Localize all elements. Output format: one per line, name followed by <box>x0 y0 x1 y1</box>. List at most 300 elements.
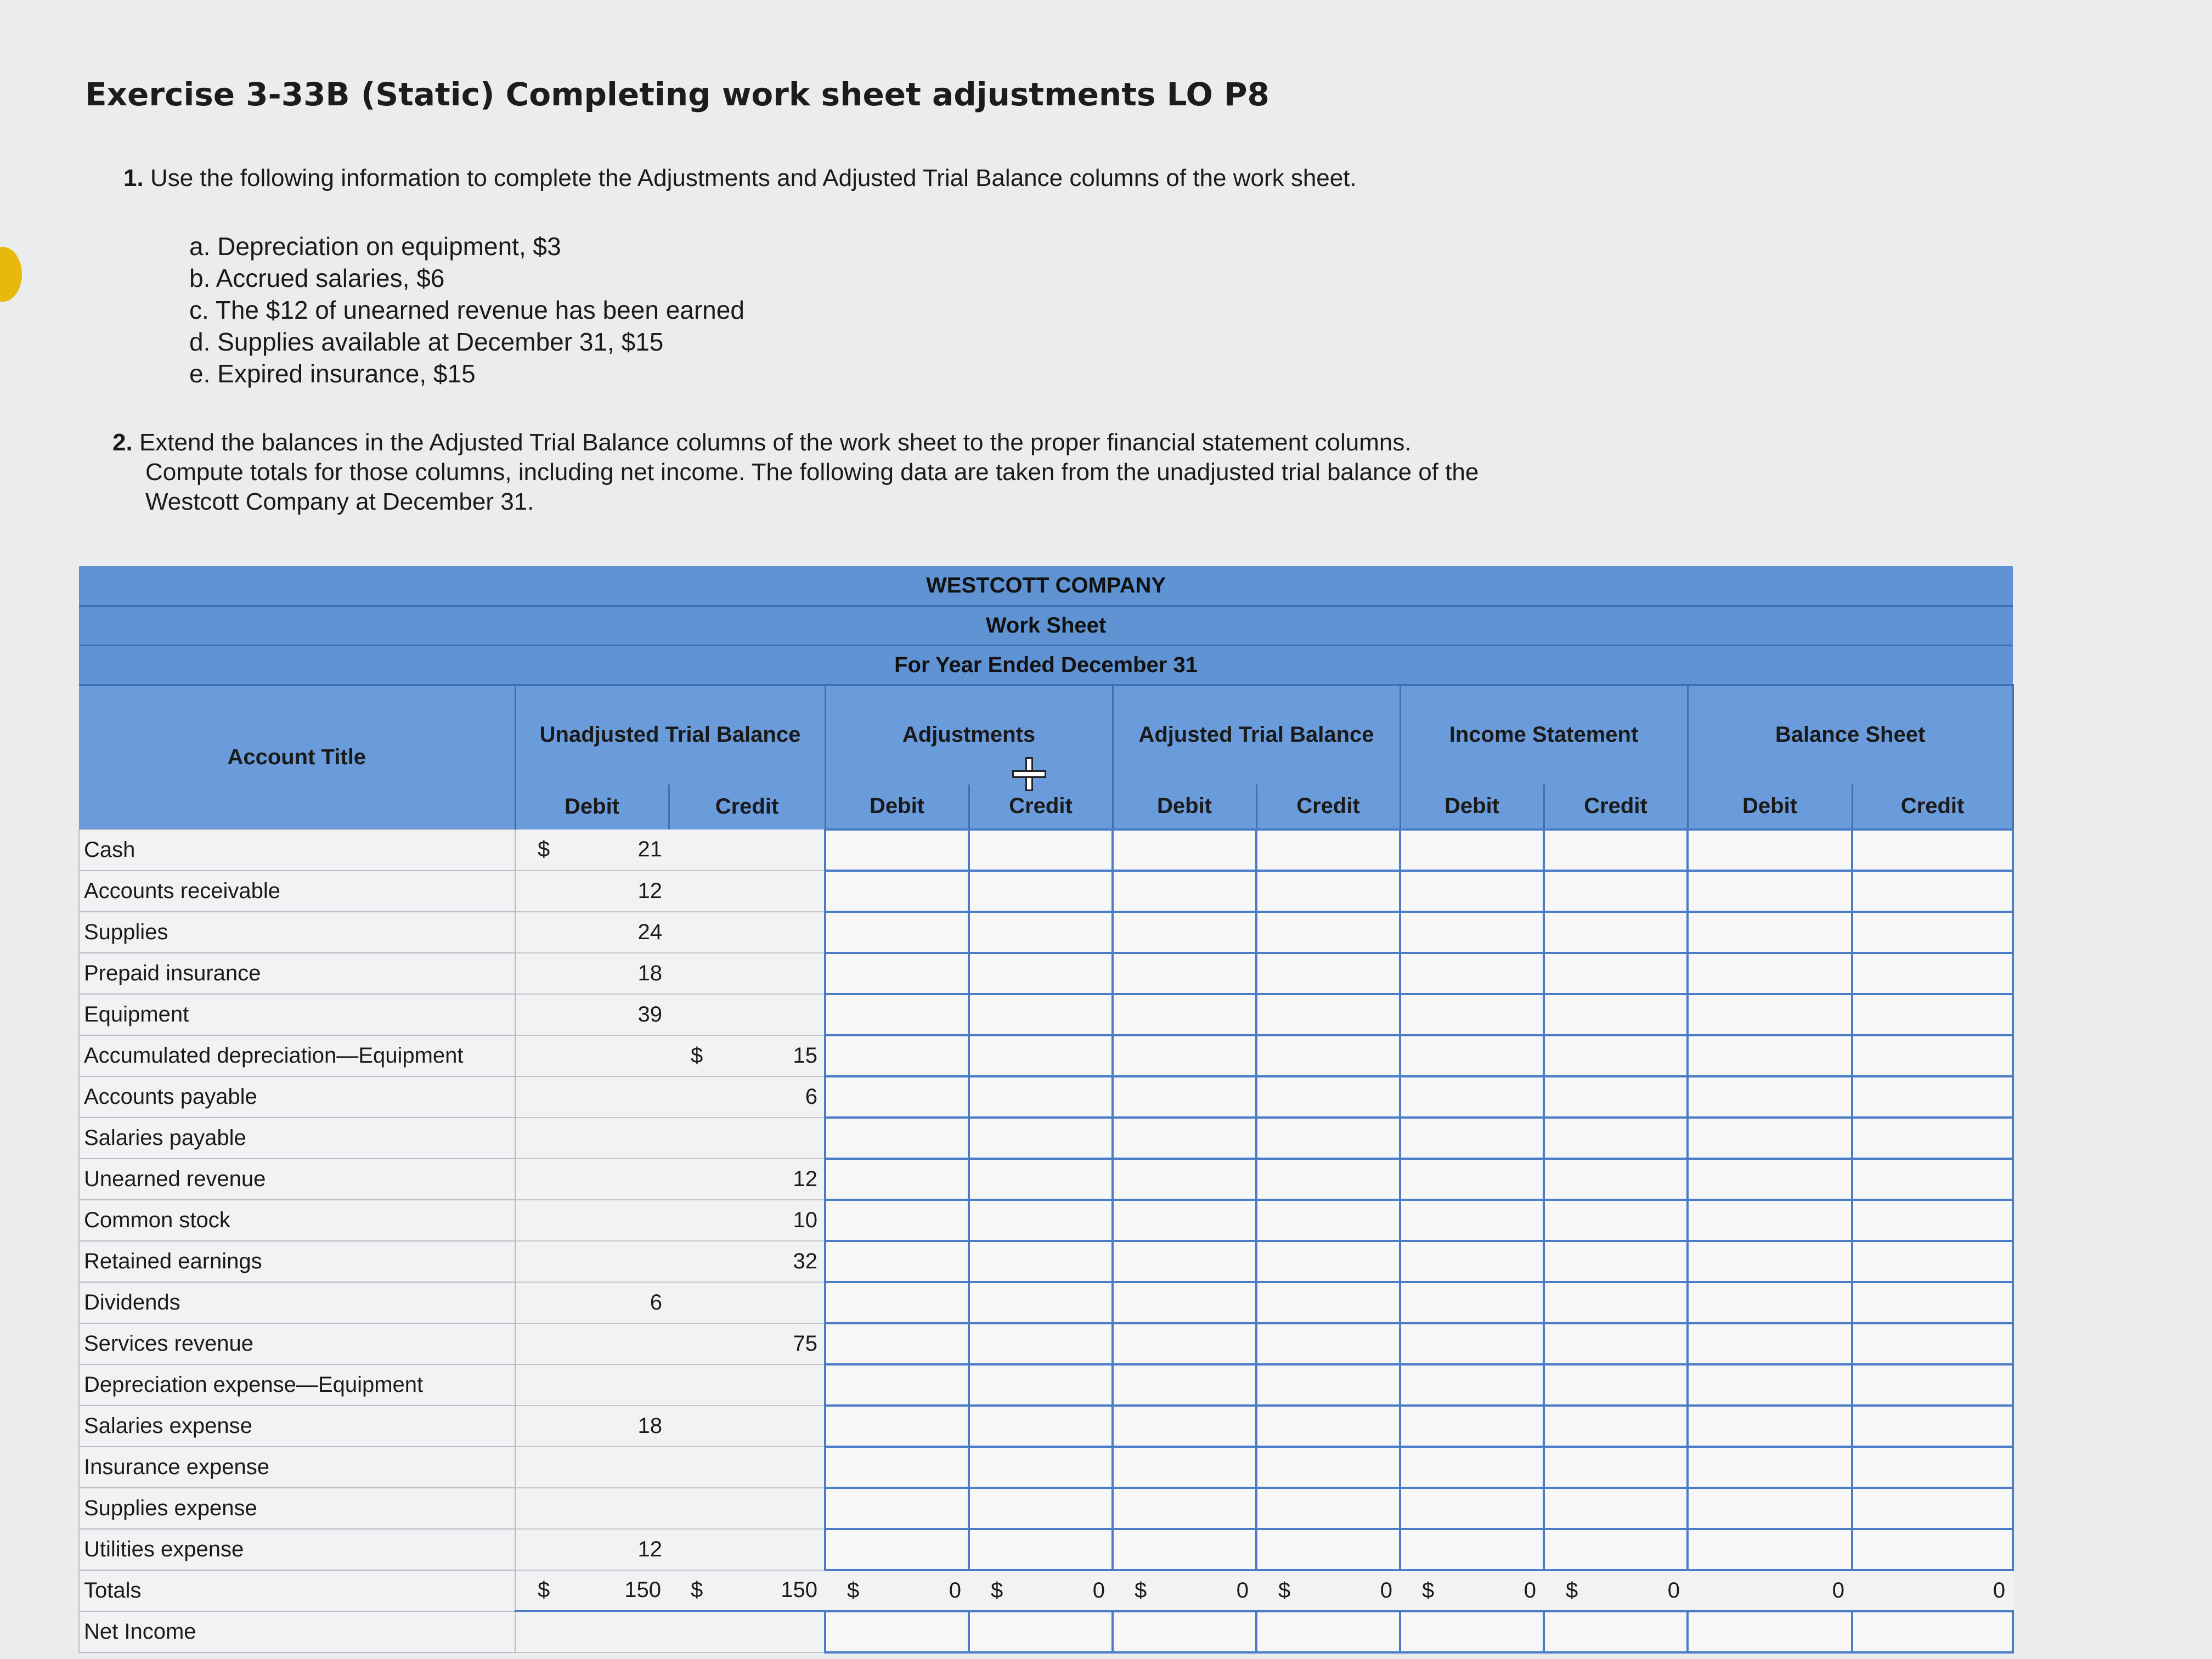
unadjusted-credit <box>669 1076 825 1118</box>
entry-input-atb-debit[interactable] <box>1113 994 1256 1035</box>
unadjusted-debit <box>515 994 669 1035</box>
atb-credit-header: Credit <box>1256 785 1400 830</box>
entry-input-adj-debit[interactable] <box>825 1035 969 1076</box>
account-title: Services revenue <box>79 1323 515 1364</box>
entry-input-bs-debit[interactable] <box>1688 1447 1852 1488</box>
total-is-dr[interactable] <box>1400 1570 1544 1611</box>
entry-input-atb-debit[interactable] <box>1113 912 1256 953</box>
entry-input-bs-debit[interactable] <box>1688 1035 1852 1076</box>
page-title: Exercise 3-33B (Static) Completing work sheet adjustments LO P8 <box>85 76 1269 113</box>
account-title: Cash <box>79 830 515 871</box>
entry-input-bs-debit[interactable] <box>1688 994 1852 1035</box>
table-row <box>79 1282 2013 1323</box>
list-item: a. Depreciation on equipment, $3 <box>189 232 561 261</box>
entry-input-is-debit[interactable] <box>1400 1200 1544 1241</box>
unadjusted-debit <box>515 912 669 953</box>
entry-input-is-credit[interactable] <box>1544 953 1688 994</box>
entry-input-atb-credit[interactable] <box>1256 1323 1400 1364</box>
entry-input-adj-credit[interactable] <box>969 1364 1113 1406</box>
unadjusted-credit <box>669 1282 825 1323</box>
net-income-label: Net Income <box>79 1611 515 1652</box>
entry-input-adj-debit[interactable] <box>825 1406 969 1447</box>
amount: 6 <box>805 1084 817 1109</box>
entry-input-atb-debit[interactable] <box>1113 1364 1256 1406</box>
table-row <box>79 1406 2013 1447</box>
unadjusted-debit <box>515 1118 669 1159</box>
entry-input-atb-credit[interactable] <box>1256 1035 1400 1076</box>
total-amount: 150 <box>781 1578 817 1602</box>
table-row <box>79 1488 2013 1529</box>
entry-input-bs-debit[interactable] <box>1688 1323 1852 1364</box>
entry-input-bs-credit[interactable] <box>1852 1159 2013 1200</box>
account-title: Salaries expense <box>79 1406 515 1447</box>
total-bs-dr[interactable] <box>1688 1570 1852 1611</box>
entry-input-atb-debit[interactable] <box>1113 1159 1256 1200</box>
entry-input-adj-credit[interactable] <box>969 1200 1113 1241</box>
total-amount: 0 <box>1523 1578 1536 1602</box>
unadjusted-debit <box>515 1406 669 1447</box>
entry-input-bs-debit[interactable] <box>1688 1241 1852 1282</box>
entry-input-atb-debit[interactable] <box>1113 1035 1256 1076</box>
entry-input-is-debit[interactable] <box>1400 994 1544 1035</box>
entry-input-adj-debit[interactable] <box>825 994 969 1035</box>
unadjusted-debit <box>515 1529 669 1570</box>
account-title: Common stock <box>79 1200 515 1241</box>
entry-input-adj-credit[interactable] <box>969 1282 1113 1323</box>
amount: 10 <box>793 1207 817 1232</box>
dollar-sign: $ <box>538 837 550 861</box>
utb-debit-header: Debit <box>515 785 669 830</box>
entry-input-bs-debit[interactable] <box>1688 1076 1852 1118</box>
entry-input-is-debit[interactable] <box>1400 1529 1544 1570</box>
entry-input-atb-credit[interactable] <box>1256 912 1400 953</box>
amount: 18 <box>637 961 662 985</box>
entry-input-bs-credit[interactable] <box>1852 1488 2013 1529</box>
unadjusted-credit <box>669 1529 825 1570</box>
adj-debit-header: Debit <box>825 785 969 830</box>
entry-input-is-credit[interactable] <box>1544 1241 1688 1282</box>
dollar-sign: $ <box>691 1578 703 1602</box>
dollar-sign: $ <box>991 1578 1003 1602</box>
total-utb-cr <box>669 1570 825 1611</box>
entry-input-atb-debit[interactable] <box>1113 1529 1256 1570</box>
utb-credit-header: Credit <box>669 785 825 830</box>
is-debit-header: Debit <box>1400 785 1544 830</box>
entry-input-adj-debit[interactable] <box>825 1488 969 1529</box>
entry-input-is-credit[interactable] <box>1544 1159 1688 1200</box>
entry-input-atb-debit[interactable] <box>1113 1241 1256 1282</box>
account-title: Accumulated depreciation—Equipment <box>79 1035 515 1076</box>
entry-input-is-credit[interactable] <box>1544 1529 1688 1570</box>
list-item: c. The $12 of unearned revenue has been earned <box>189 296 744 324</box>
entry-input-bs-credit[interactable] <box>1852 871 2013 912</box>
entry-input-is-credit[interactable] <box>1544 1323 1688 1364</box>
unadjusted-credit <box>669 994 825 1035</box>
total-adj-cr[interactable] <box>969 1570 1113 1611</box>
entry-input-bs-debit[interactable] <box>1688 912 1852 953</box>
entry-input-atb-credit[interactable] <box>1256 1076 1400 1118</box>
instruction-2-line1: Extend the balances in the Adjusted Trial Balance columns of the work sheet to the proper financial statement columns. <box>139 429 1412 456</box>
entry-input-adj-debit[interactable] <box>825 1364 969 1406</box>
entry-input-adj-credit[interactable] <box>969 1406 1113 1447</box>
unadjusted-credit <box>669 1035 825 1076</box>
entry-input-bs-credit[interactable] <box>1852 1364 2013 1406</box>
entry-input-bs-credit[interactable] <box>1852 1118 2013 1159</box>
entry-input-bs-debit[interactable] <box>1688 1200 1852 1241</box>
entry-input-atb-credit[interactable] <box>1256 953 1400 994</box>
unadjusted-credit <box>669 1488 825 1529</box>
entry-input-adj-credit[interactable] <box>969 871 1113 912</box>
entry-input-is-credit[interactable] <box>1544 1035 1688 1076</box>
unadjusted-credit <box>669 1159 825 1200</box>
amount: 32 <box>793 1249 817 1273</box>
entry-input-is-credit[interactable] <box>1544 1447 1688 1488</box>
entry-input-atb-credit[interactable] <box>1256 1282 1400 1323</box>
income-statement-header: Income Statement <box>1400 685 1688 785</box>
account-title: Depreciation expense—Equipment <box>79 1364 515 1406</box>
entry-input-is-debit[interactable] <box>1400 1323 1544 1364</box>
entry-input-adj-debit[interactable] <box>825 1159 969 1200</box>
crosshair-cursor-icon <box>1012 757 1045 790</box>
unadjusted-debit <box>515 1447 669 1488</box>
amount: 75 <box>793 1331 817 1356</box>
instruction-1-text: Use the following information to complete the Adjustments and Adjusted Trial Balance columns of the work sheet. <box>150 165 1357 191</box>
entry-input-is-credit[interactable] <box>1544 1282 1688 1323</box>
account-title: Dividends <box>79 1282 515 1323</box>
table-row <box>79 994 2013 1035</box>
edge-marker <box>0 247 22 302</box>
entry-input-bs-debit[interactable] <box>1688 1282 1852 1323</box>
unadjusted-credit <box>669 830 825 871</box>
table-row <box>79 1323 2013 1364</box>
net-income-input[interactable] <box>1256 1611 1400 1652</box>
unadjusted-debit <box>515 830 669 871</box>
amount: 39 <box>637 1002 662 1026</box>
entry-input-is-credit[interactable] <box>1544 1364 1688 1406</box>
entry-input-atb-credit[interactable] <box>1256 871 1400 912</box>
unadjusted-credit <box>669 1447 825 1488</box>
total-amount: 0 <box>1832 1578 1844 1602</box>
entry-input-is-credit[interactable] <box>1544 830 1688 871</box>
instruction-1 <box>123 165 1357 192</box>
entry-input-adj-debit[interactable] <box>825 1200 969 1241</box>
entry-input-adj-credit[interactable] <box>969 830 1113 871</box>
entry-input-bs-credit[interactable] <box>1852 1241 2013 1282</box>
account-title: Supplies expense <box>79 1488 515 1529</box>
amount: 21 <box>637 837 662 861</box>
total-amount: 0 <box>949 1578 961 1602</box>
entry-input-is-debit[interactable] <box>1400 1447 1544 1488</box>
entry-input-adj-credit[interactable] <box>969 1159 1113 1200</box>
unadjusted-debit <box>515 953 669 994</box>
company-name: WESTCOTT COMPANY <box>79 566 2013 606</box>
list-item: d. Supplies available at December 31, $15 <box>189 328 664 356</box>
table-row <box>79 953 2013 994</box>
entry-input-is-debit[interactable] <box>1400 1035 1544 1076</box>
entry-input-is-credit[interactable] <box>1544 1076 1688 1118</box>
entry-input-bs-credit[interactable] <box>1852 1323 2013 1364</box>
entry-input-adj-credit[interactable] <box>969 994 1113 1035</box>
total-utb-dr <box>515 1570 669 1611</box>
entry-input-atb-debit[interactable] <box>1113 1282 1256 1323</box>
entry-input-bs-credit[interactable] <box>1852 1035 2013 1076</box>
instruction-1-number: 1. <box>123 165 144 191</box>
entry-input-bs-credit[interactable] <box>1852 912 2013 953</box>
entry-input-atb-debit[interactable] <box>1113 1200 1256 1241</box>
entry-input-is-debit[interactable] <box>1400 912 1544 953</box>
table-row <box>79 912 2013 953</box>
totals-row <box>79 1570 2013 1611</box>
amount: 24 <box>637 919 662 944</box>
entry-input-bs-credit[interactable] <box>1852 830 2013 871</box>
entry-input-atb-debit[interactable] <box>1113 1447 1256 1488</box>
list-item: b. Accrued salaries, $6 <box>189 264 445 292</box>
bs-debit-header: Debit <box>1688 785 1852 830</box>
net-income-cell <box>515 1611 669 1652</box>
entry-input-is-credit[interactable] <box>1544 1118 1688 1159</box>
entry-input-bs-credit[interactable] <box>1852 1076 2013 1118</box>
amount: 15 <box>793 1043 817 1068</box>
net-income-input[interactable] <box>1400 1611 1544 1652</box>
dollar-sign: $ <box>1422 1578 1435 1602</box>
entry-input-is-debit[interactable] <box>1400 1488 1544 1529</box>
table-row <box>79 1364 2013 1406</box>
total-amount: 0 <box>1092 1578 1105 1602</box>
entry-input-atb-credit[interactable] <box>1256 1364 1400 1406</box>
amount: 12 <box>637 1537 662 1561</box>
entry-input-is-debit[interactable] <box>1400 1076 1544 1118</box>
entry-input-atb-credit[interactable] <box>1256 1447 1400 1488</box>
unadjusted-debit <box>515 1488 669 1529</box>
unadjusted-credit <box>669 1406 825 1447</box>
unadjusted-credit <box>669 1364 825 1406</box>
entry-input-bs-debit[interactable] <box>1688 1488 1852 1529</box>
entry-input-bs-debit[interactable] <box>1688 1118 1852 1159</box>
account-title: Salaries payable <box>79 1118 515 1159</box>
table-row <box>79 1118 2013 1159</box>
unadjusted-debit <box>515 1323 669 1364</box>
entry-input-is-credit[interactable] <box>1544 912 1688 953</box>
table-row <box>79 1035 2013 1076</box>
table-row <box>79 871 2013 912</box>
entry-input-adj-debit[interactable] <box>825 912 969 953</box>
account-title: Accounts payable <box>79 1076 515 1118</box>
entry-input-atb-debit[interactable] <box>1113 830 1256 871</box>
entry-input-bs-debit[interactable] <box>1688 1159 1852 1200</box>
entry-input-atb-credit[interactable] <box>1256 1159 1400 1200</box>
account-title: Prepaid insurance <box>79 953 515 994</box>
entry-input-adj-credit[interactable] <box>969 1035 1113 1076</box>
unadjusted-debit <box>515 1364 669 1406</box>
entry-input-adj-credit[interactable] <box>969 1241 1113 1282</box>
adj-credit-header: Credit <box>969 785 1113 830</box>
entry-input-atb-debit[interactable] <box>1113 1118 1256 1159</box>
entry-input-is-debit[interactable] <box>1400 1241 1544 1282</box>
entry-input-bs-debit[interactable] <box>1688 830 1852 871</box>
unadjusted-credit <box>669 1118 825 1159</box>
entry-input-bs-credit[interactable] <box>1852 1447 2013 1488</box>
entry-input-adj-credit[interactable] <box>969 1118 1113 1159</box>
entry-input-adj-credit[interactable] <box>969 1488 1113 1529</box>
unadjusted-debit <box>515 1076 669 1118</box>
entry-input-atb-credit[interactable] <box>1256 1241 1400 1282</box>
entry-input-adj-credit[interactable] <box>969 1447 1113 1488</box>
entry-input-adj-credit[interactable] <box>969 1529 1113 1570</box>
entry-input-is-debit[interactable] <box>1400 1118 1544 1159</box>
total-amount: 0 <box>1380 1578 1392 1602</box>
sheet-name: Work Sheet <box>79 606 2013 645</box>
unadjusted-credit <box>669 912 825 953</box>
entry-input-bs-debit[interactable] <box>1688 953 1852 994</box>
table-row <box>79 1447 2013 1488</box>
entry-input-is-debit[interactable] <box>1400 830 1544 871</box>
entry-input-is-debit[interactable] <box>1400 1406 1544 1447</box>
dollar-sign: $ <box>1135 1578 1147 1602</box>
total-adj-dr[interactable] <box>825 1570 969 1611</box>
period: For Year Ended December 31 <box>79 645 2013 685</box>
unadjusted-debit <box>515 871 669 912</box>
entry-input-atb-credit[interactable] <box>1256 1200 1400 1241</box>
entry-input-atb-debit[interactable] <box>1113 1323 1256 1364</box>
amount: 12 <box>637 878 662 903</box>
entry-input-adj-debit[interactable] <box>825 953 969 994</box>
amount: 18 <box>637 1413 662 1438</box>
account-title: Insurance expense <box>79 1447 515 1488</box>
totals-label: Totals <box>79 1570 515 1611</box>
unadjusted-debit <box>515 1159 669 1200</box>
entry-input-atb-credit[interactable] <box>1256 1529 1400 1570</box>
total-amount: 150 <box>624 1578 661 1602</box>
unadjusted-debit <box>515 1282 669 1323</box>
entry-input-atb-credit[interactable] <box>1256 1406 1400 1447</box>
entry-input-adj-debit[interactable] <box>825 1241 969 1282</box>
total-amount: 0 <box>1667 1578 1680 1602</box>
entry-input-adj-debit[interactable] <box>825 1282 969 1323</box>
unadjusted-credit <box>669 1241 825 1282</box>
entry-input-bs-credit[interactable] <box>1852 1406 2013 1447</box>
entry-input-is-credit[interactable] <box>1544 1488 1688 1529</box>
entry-input-is-credit[interactable] <box>1544 1406 1688 1447</box>
entry-input-adj-debit[interactable] <box>825 871 969 912</box>
entry-input-atb-debit[interactable] <box>1113 1076 1256 1118</box>
account-title: Supplies <box>79 912 515 953</box>
table-row <box>79 830 2013 871</box>
instruction-2-line3: Westcott Company at December 31. <box>145 488 534 515</box>
net-income-input[interactable] <box>1688 1611 1852 1652</box>
unadjusted-debit <box>515 1241 669 1282</box>
table-row <box>79 1159 2013 1200</box>
net-income-cell <box>669 1611 825 1652</box>
account-title: Utilities expense <box>79 1529 515 1570</box>
entry-input-bs-debit[interactable] <box>1688 1364 1852 1406</box>
entry-input-is-debit[interactable] <box>1400 871 1544 912</box>
total-is-cr[interactable] <box>1544 1570 1688 1611</box>
entry-input-is-debit[interactable] <box>1400 1364 1544 1406</box>
entry-input-atb-credit[interactable] <box>1256 994 1400 1035</box>
entry-input-is-debit[interactable] <box>1400 1159 1544 1200</box>
dollar-sign: $ <box>691 1043 703 1068</box>
dollar-sign: $ <box>1566 1578 1578 1602</box>
entry-input-adj-credit[interactable] <box>969 1076 1113 1118</box>
entry-input-is-debit[interactable] <box>1400 1282 1544 1323</box>
dollar-sign: $ <box>1278 1578 1291 1602</box>
unadjusted-debit <box>515 1200 669 1241</box>
entry-input-is-debit[interactable] <box>1400 953 1544 994</box>
entry-input-adj-credit[interactable] <box>969 953 1113 994</box>
entry-input-adj-debit[interactable] <box>825 830 969 871</box>
entry-input-atb-debit[interactable] <box>1113 871 1256 912</box>
entry-input-adj-debit[interactable] <box>825 1118 969 1159</box>
work-sheet-table <box>78 566 2014 1654</box>
entry-input-bs-debit[interactable] <box>1688 1406 1852 1447</box>
entry-input-bs-credit[interactable] <box>1852 994 2013 1035</box>
net-income-input[interactable] <box>825 1611 969 1652</box>
entry-input-bs-credit[interactable] <box>1852 1282 2013 1323</box>
instruction-2 <box>112 428 1703 517</box>
entry-input-adj-debit[interactable] <box>825 1447 969 1488</box>
table-row <box>79 1241 2013 1282</box>
account-title: Unearned revenue <box>79 1159 515 1200</box>
entry-input-atb-credit[interactable] <box>1256 1118 1400 1159</box>
entry-input-is-credit[interactable] <box>1544 994 1688 1035</box>
amount: 12 <box>793 1166 817 1191</box>
entry-input-bs-credit[interactable] <box>1852 1200 2013 1241</box>
list-item: e. Expired insurance, $15 <box>189 359 476 388</box>
table-row <box>79 1529 2013 1570</box>
entry-input-atb-credit[interactable] <box>1256 1488 1400 1529</box>
net-income-input[interactable] <box>1544 1611 1688 1652</box>
entry-input-atb-credit[interactable] <box>1256 830 1400 871</box>
unadjusted-credit <box>669 1323 825 1364</box>
entry-input-adj-debit[interactable] <box>825 1323 969 1364</box>
table-row <box>79 1076 2013 1118</box>
total-bs-cr[interactable] <box>1852 1570 2013 1611</box>
instruction-2-line2: Compute totals for those columns, including net income. The following data are taken from the unadjusted trial balance of the <box>145 459 1479 486</box>
entry-input-adj-debit[interactable] <box>825 1076 969 1118</box>
total-atb-cr[interactable] <box>1256 1570 1400 1611</box>
entry-input-adj-debit[interactable] <box>825 1529 969 1570</box>
entry-input-atb-debit[interactable] <box>1113 1406 1256 1447</box>
entry-input-adj-credit[interactable] <box>969 1323 1113 1364</box>
bs-credit-header: Credit <box>1852 785 2013 830</box>
entry-input-bs-credit[interactable] <box>1852 1529 2013 1570</box>
net-income-input[interactable] <box>1852 1611 2013 1652</box>
unadjusted-debit <box>515 1035 669 1076</box>
unadjusted-credit <box>669 1200 825 1241</box>
entry-input-bs-debit[interactable] <box>1688 1529 1852 1570</box>
net-income-input[interactable] <box>969 1611 1113 1652</box>
total-atb-dr[interactable] <box>1113 1570 1256 1611</box>
entry-input-is-credit[interactable] <box>1544 871 1688 912</box>
total-amount: 0 <box>1236 1578 1249 1602</box>
account-title-header: Account Title <box>79 685 515 830</box>
entry-input-is-credit[interactable] <box>1544 1200 1688 1241</box>
total-amount: 0 <box>1993 1578 2006 1602</box>
net-income-input[interactable] <box>1113 1611 1256 1652</box>
dollar-sign: $ <box>847 1578 860 1602</box>
adjustment-info-list <box>189 230 744 390</box>
entry-input-adj-credit[interactable] <box>969 912 1113 953</box>
entry-input-atb-debit[interactable] <box>1113 953 1256 994</box>
account-title: Equipment <box>79 994 515 1035</box>
dollar-sign: $ <box>538 1578 550 1602</box>
entry-input-bs-debit[interactable] <box>1688 871 1852 912</box>
entry-input-bs-credit[interactable] <box>1852 953 2013 994</box>
amount: 6 <box>650 1290 662 1314</box>
adjustments-header: Adjustments <box>825 685 1113 785</box>
entry-input-atb-debit[interactable] <box>1113 1488 1256 1529</box>
unadjusted-trial-balance-header: Unadjusted Trial Balance <box>515 685 825 785</box>
